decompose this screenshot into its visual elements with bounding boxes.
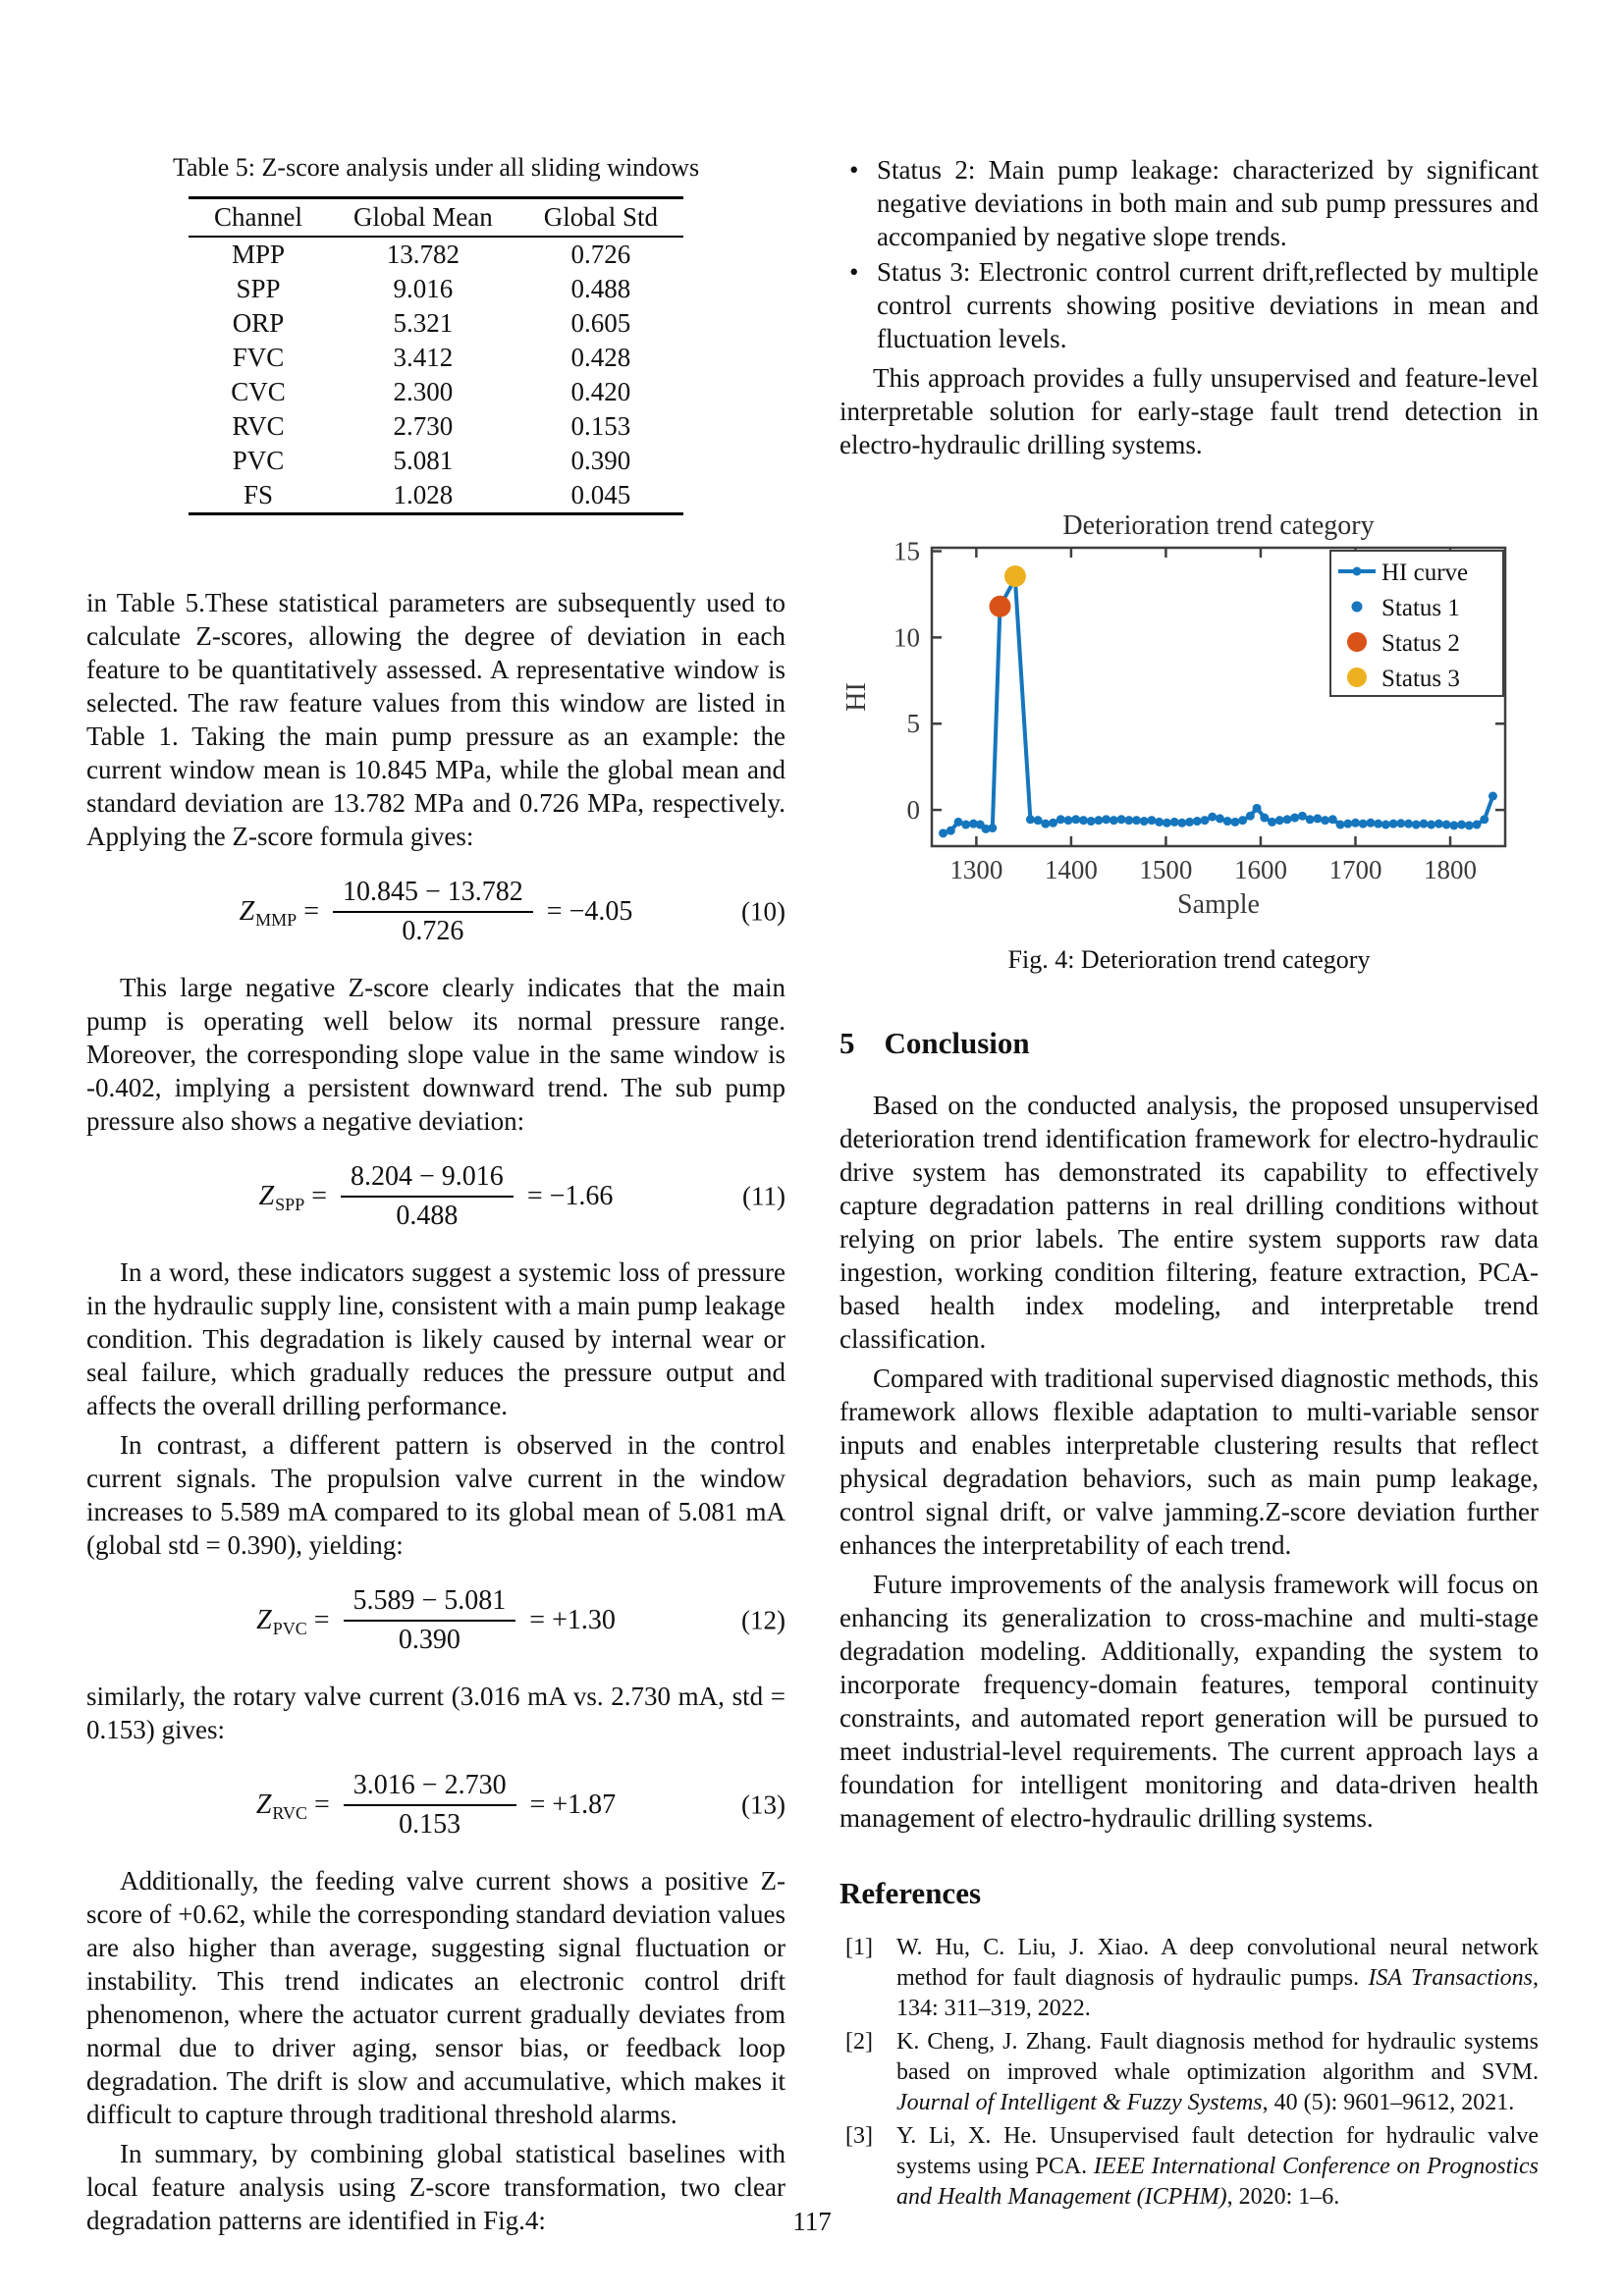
table-row bbox=[189, 444, 683, 478]
paragraph-rotary-valve: similarly, the rotary valve current (3.016 mA vs. 2.730 mA, std = 0.153) gives: bbox=[86, 1682, 785, 1744]
table-cell: MPP bbox=[231, 240, 286, 269]
legend-label: Status 2 bbox=[1381, 630, 1460, 657]
hi-curve-point bbox=[1313, 814, 1322, 823]
table-header-global-mean: Global Mean bbox=[328, 198, 518, 238]
hi-curve-point bbox=[1155, 818, 1164, 827]
reference-text: W. Hu, C. Liu, J. Xiao. A deep convolutional neural network method for fault diagnosis of hydraulic pumps. ISA Transactions, 134: 311–319, 2022. bbox=[896, 1935, 1539, 2021]
status3-marker bbox=[1004, 565, 1026, 587]
table-row bbox=[189, 306, 683, 341]
legend-dot bbox=[1347, 667, 1367, 687]
equation-lhs: $Z_{PVC}$ = bbox=[256, 1605, 330, 1638]
equation-13 bbox=[86, 1770, 785, 1841]
paragraph-mmp-analysis: This large negative Z-score clearly indicates that the main pump is operating well below its normal pressure range. Moreover, the corresponding slope value in the same window is -0.402, implying a persistent downward trend. The sub pump pressure also shows a negative deviation: bbox=[86, 973, 785, 1136]
x-tick-label: 1600 bbox=[1233, 855, 1287, 884]
right-column bbox=[839, 153, 1539, 2216]
table-cell: 1.028 bbox=[393, 480, 454, 509]
status2-marker bbox=[990, 596, 1011, 617]
hi-curve-point bbox=[939, 828, 947, 837]
legend-label: Status 1 bbox=[1381, 595, 1460, 621]
hi-curve-point bbox=[1246, 812, 1255, 821]
left-column bbox=[86, 153, 785, 2237]
equation-result: = +1.87 bbox=[529, 1789, 617, 1820]
table-cell: 3.412 bbox=[393, 343, 454, 372]
table5-caption: Table 5: Z-score analysis under all sliding windows bbox=[172, 153, 700, 182]
hi-curve-point bbox=[1489, 792, 1497, 801]
hi-curve-point bbox=[1396, 819, 1405, 828]
reference-item bbox=[839, 1933, 1539, 2024]
reference-label: [2] bbox=[845, 2029, 873, 2055]
hi-curve-point bbox=[1094, 816, 1103, 825]
table-cell: 0.390 bbox=[570, 446, 631, 475]
chart-title: Deterioration trend category bbox=[1062, 510, 1375, 541]
hi-curve-point bbox=[1442, 821, 1451, 829]
hi-curve-point bbox=[947, 827, 955, 835]
hi-curve-point bbox=[1117, 815, 1126, 824]
paragraph-conclusion-3: Future improvements of the analysis framework will focus on enhancing its generalization to cross-machine and multi-stage degradation modeling. Additionally, expanding the system to incorporate frequency-domain features, temporal continuity constraints, and automated report generation will be pursued to meet industrial-level requirements. The current approach lays a foundation for intelligent monitoring and data-driven health management of electro-hydraulic drilling systems. bbox=[839, 1570, 1539, 1833]
equation-number: (10) bbox=[741, 896, 785, 927]
equation-lhs: $Z_{RVC}$ = bbox=[255, 1789, 330, 1823]
hi-curve-point bbox=[1473, 821, 1482, 829]
equation-result: = −4.05 bbox=[546, 896, 633, 927]
equation-10 bbox=[86, 877, 785, 947]
table-cell: RVC bbox=[232, 411, 285, 441]
table-cell: 0.428 bbox=[570, 343, 631, 372]
hi-curve-point bbox=[1079, 816, 1088, 825]
deterioration-trend-chart bbox=[839, 510, 1531, 927]
reference-list bbox=[839, 1933, 1539, 2213]
hi-curve-point bbox=[1071, 815, 1080, 824]
y-tick-label: 0 bbox=[906, 795, 920, 826]
y-tick-label: 15 bbox=[893, 536, 920, 566]
table-row bbox=[189, 478, 683, 514]
references-heading: References bbox=[839, 1876, 982, 1910]
hi-curve-point bbox=[1147, 816, 1156, 825]
hi-curve-point bbox=[1306, 815, 1315, 824]
hi-curve-point bbox=[1170, 818, 1179, 827]
table-cell: CVC bbox=[231, 377, 286, 406]
table-row bbox=[189, 341, 683, 375]
hi-curve-point bbox=[1290, 814, 1299, 823]
table-cell: 0.153 bbox=[570, 411, 631, 441]
x-tick-label: 1300 bbox=[949, 855, 1003, 884]
hi-curve-point bbox=[1260, 814, 1269, 823]
hi-curve-point bbox=[961, 821, 970, 829]
zscore-table bbox=[189, 196, 683, 515]
hi-curve-point bbox=[1064, 816, 1073, 825]
reference-label: [3] bbox=[845, 2123, 873, 2149]
bullet-status3: • Status 3: Electronic control current drift,reflected by multiple control currents showing positive deviations in mean and fluctuation levels. bbox=[839, 255, 1539, 355]
hi-curve-point bbox=[1026, 815, 1035, 824]
hi-curve-point bbox=[1457, 821, 1466, 829]
hi-curve-point bbox=[1049, 819, 1057, 828]
table-cell: SPP bbox=[236, 274, 281, 303]
hi-curve-point bbox=[1328, 815, 1337, 824]
paragraph-approach: This approach provides a fully unsupervised and feature-level interpretable solution for early-stage fault trend detection in electro-hydraulic drilling systems. bbox=[839, 363, 1539, 459]
equation-number: (13) bbox=[741, 1789, 785, 1820]
x-tick-label: 1700 bbox=[1328, 855, 1382, 884]
figure-4 bbox=[839, 510, 1539, 975]
table-cell: 2.730 bbox=[393, 411, 454, 441]
hi-curve-point bbox=[1374, 820, 1382, 828]
hi-curve-point bbox=[1087, 817, 1096, 826]
hi-curve-point bbox=[1230, 818, 1239, 827]
hi-curve-point bbox=[1275, 816, 1284, 825]
table-header-global-std: Global Std bbox=[518, 198, 683, 238]
hi-curve-point bbox=[1177, 819, 1186, 828]
equation-11 bbox=[86, 1161, 785, 1232]
equation-lhs: $Z_{SPP}$ = bbox=[258, 1181, 328, 1214]
table-cell: PVC bbox=[232, 446, 285, 475]
legend-dot bbox=[1352, 602, 1363, 613]
paragraph-conclusion-1: Based on the conducted analysis, the proposed unsupervised deterioration trend identification framework for electro-hydraulic drive system has demonstrated its capability to effectively capture degradation patterns in real drilling conditions without relying on prior labels. The entire system supports raw data ingestion, working condition filtering, feature extraction, PCA-based health index modeling, and interpretable trend classification. bbox=[839, 1091, 1539, 1354]
x-tick-label: 1500 bbox=[1139, 855, 1193, 884]
hi-curve-point bbox=[1389, 820, 1398, 828]
table-header-channel: Channel bbox=[189, 198, 328, 238]
y-tick-label: 10 bbox=[893, 622, 920, 653]
hi-curve-point bbox=[1034, 816, 1043, 825]
legend-dot bbox=[1347, 632, 1367, 652]
hi-curve-point bbox=[1359, 820, 1368, 828]
paragraph-control-currents: In contrast, a different pattern is observed in the control current signals. The propulsion valve current in the window increases to 5.589 mA compared to its global mean of 5.081 mA (global std = 0.390), yielding: bbox=[86, 1430, 785, 1560]
page-number: 117 bbox=[792, 2207, 832, 2236]
table-cell: ORP bbox=[232, 308, 285, 338]
hi-curve-point bbox=[1102, 815, 1110, 824]
hi-curve-point bbox=[1427, 821, 1435, 829]
hi-curve-point bbox=[1163, 819, 1171, 828]
equation-result: = −1.66 bbox=[526, 1181, 614, 1211]
reference-label: [1] bbox=[845, 1935, 873, 1960]
paragraph-conclusion-2: Compared with traditional supervised diagnostic methods, this framework allows flexible adaptation to multi-variable sensor inputs and enables interpretable clustering results that reflect physical degradation behaviors, such as main pump leakage, control signal drift, or valve jamming.Z-score deviation further enhances the interpretability of each trend. bbox=[839, 1363, 1539, 1560]
table-cell: 13.782 bbox=[386, 240, 460, 269]
hi-curve-point bbox=[1132, 816, 1141, 825]
hi-curve-point bbox=[1480, 815, 1489, 824]
x-axis-label: Sample bbox=[1177, 889, 1260, 920]
table-cell: 5.081 bbox=[393, 446, 454, 475]
hi-curve-point bbox=[1366, 819, 1375, 828]
hi-curve-point bbox=[1185, 818, 1194, 827]
legend-line-marker bbox=[1353, 567, 1362, 576]
hi-curve-point bbox=[954, 818, 963, 827]
hi-curve-point bbox=[1056, 815, 1065, 824]
hi-curve-point bbox=[1253, 804, 1262, 813]
legend-label: Status 3 bbox=[1381, 666, 1460, 692]
hi-curve-point bbox=[1449, 821, 1458, 829]
hi-curve-point bbox=[1435, 820, 1443, 828]
hi-curve-point bbox=[1343, 820, 1352, 828]
hi-curve-point bbox=[1140, 817, 1149, 826]
y-tick-label: 5 bbox=[906, 709, 920, 739]
hi-curve-point bbox=[1282, 815, 1291, 824]
equation-result: = +1.30 bbox=[529, 1605, 616, 1635]
hi-curve-point bbox=[1336, 821, 1345, 829]
hi-curve-point bbox=[1381, 821, 1390, 829]
table-row bbox=[189, 375, 683, 409]
y-axis-label: HI bbox=[841, 682, 872, 712]
table-header-row bbox=[189, 198, 683, 238]
hi-curve-point bbox=[1465, 821, 1474, 829]
table-cell: 0.605 bbox=[570, 308, 631, 338]
paragraph-feeding-valve-drift: Additionally, the feeding valve current shows a positive Z-score of +0.62, while the corresponding standard deviation values are also higher than average, suggesting signal fluctuation or instability. This trend indicates an electronic control drift phenomenon, where the actuator current gradually deviates from normal due to driver aging, sensor bias, or feedback loop degradation. The drift is slow and accumulative, which makes it difficult to capture through traditional threshold alarms. bbox=[86, 1866, 785, 2129]
paragraph-summary: In summary, by combining global statistical baselines with local feature analysis using Z-score transformation, two clear degradation patterns are identified in Fig.4: bbox=[86, 2139, 785, 2235]
zscore-table-head bbox=[189, 198, 683, 238]
table-cell: 2.300 bbox=[393, 377, 454, 406]
section-number: 5 bbox=[839, 1026, 855, 1060]
hi-curve-point bbox=[1351, 819, 1360, 828]
hi-curve-point bbox=[1419, 820, 1428, 828]
table-cell: 0.045 bbox=[570, 480, 631, 509]
hi-curve-point bbox=[1321, 816, 1329, 825]
table-cell: 0.420 bbox=[570, 377, 631, 406]
hi-curve-point bbox=[1110, 816, 1118, 825]
figure-4-caption: Fig. 4: Deterioration trend category bbox=[1007, 945, 1371, 974]
x-tick-label: 1400 bbox=[1044, 855, 1098, 884]
fraction: $\frac{10.845 - 13.782}{0.726}$ bbox=[333, 877, 533, 947]
equation-number: (12) bbox=[741, 1605, 785, 1635]
hi-curve-point bbox=[1201, 816, 1210, 825]
fraction: $\frac{5.589 - 5.081}{0.390}$ bbox=[344, 1585, 516, 1656]
hi-curve-point bbox=[1268, 818, 1276, 827]
zscore-table-body bbox=[189, 237, 683, 514]
hi-curve-point bbox=[1216, 814, 1224, 823]
hi-curve-point bbox=[1404, 820, 1413, 828]
legend-label: HI curve bbox=[1381, 560, 1469, 586]
reference-item bbox=[839, 2027, 1539, 2118]
table-cell: 9.016 bbox=[393, 274, 454, 303]
table5-block bbox=[86, 153, 785, 515]
paragraph-leakage-summary: In a word, these indicators suggest a systemic loss of pressure in the hydraulic supply line, consistent with a main pump leakage condition. This degradation is likely caused by internal wear or seal failure, which gradually reduces the pressure output and affects the overall drilling performance. bbox=[86, 1257, 785, 1420]
table-cell: FS bbox=[243, 480, 274, 509]
equation-lhs: $Z_{MMP}$ = bbox=[239, 896, 319, 930]
reference-text: Y. Li, X. He. Unsupervised fault detection for hydraulic valve systems using PCA. IEEE International Conference on Prognostics and Health Management (ICPHM), 2020: 1–6. bbox=[896, 2123, 1540, 2210]
fraction: $\frac{8.204 - 9.016}{0.488}$ bbox=[341, 1161, 514, 1232]
hi-curve-point bbox=[988, 824, 997, 832]
reference-text: K. Cheng, J. Zhang. Fault diagnosis method for hydraulic systems based on improved whale optimization algorithm and SVM. Journal of Intelligent & Fuzzy Systems, 40 (5): 9601–9612, 2021. bbox=[896, 2029, 1539, 2115]
equation-number: (11) bbox=[742, 1181, 785, 1211]
reference-item bbox=[839, 2121, 1539, 2213]
hi-curve-point bbox=[1041, 820, 1050, 828]
equation-12 bbox=[86, 1585, 785, 1656]
table-row bbox=[189, 409, 683, 444]
hi-curve-point bbox=[1298, 812, 1307, 821]
conclusion-heading bbox=[839, 1026, 1539, 1061]
hi-curve-point bbox=[1208, 813, 1217, 822]
table-row bbox=[189, 272, 683, 306]
fraction: $\frac{3.016 - 2.730}{0.153}$ bbox=[344, 1770, 516, 1841]
hi-curve-point bbox=[1412, 821, 1421, 829]
hi-curve-point bbox=[1238, 816, 1247, 825]
section-title: Conclusion bbox=[884, 1026, 1030, 1060]
table-cell: 0.726 bbox=[570, 240, 631, 269]
hi-curve-point bbox=[1124, 816, 1133, 825]
x-tick-label: 1800 bbox=[1424, 855, 1478, 884]
table-row bbox=[189, 237, 683, 272]
paragraph-zscore-intro: in Table 5.These statistical parameters are subsequently used to calculate Z-scores, allowing the degree of deviation in each feature to be quantitatively assessed. A representative window is selected. The raw feature values from this window are listed in Table 1. Taking the main pump pressure as an example: the current window mean is 10.845 MPa, while the global mean and standard deviation are 13.782 MPa and 0.726 MPa, respectively. Applying the Z-score formula gives: bbox=[86, 588, 785, 851]
hi-curve-point bbox=[1223, 817, 1232, 826]
bullet-status2: • Status 2: Main pump leakage: characterized by significant negative deviations in both main and sub pump pressures and accompanied by negative slope trends. bbox=[839, 153, 1539, 253]
table-cell: 5.321 bbox=[393, 308, 454, 338]
hi-curve-point bbox=[1193, 817, 1202, 826]
table-cell: 0.488 bbox=[570, 274, 631, 303]
table-cell: FVC bbox=[232, 343, 285, 372]
